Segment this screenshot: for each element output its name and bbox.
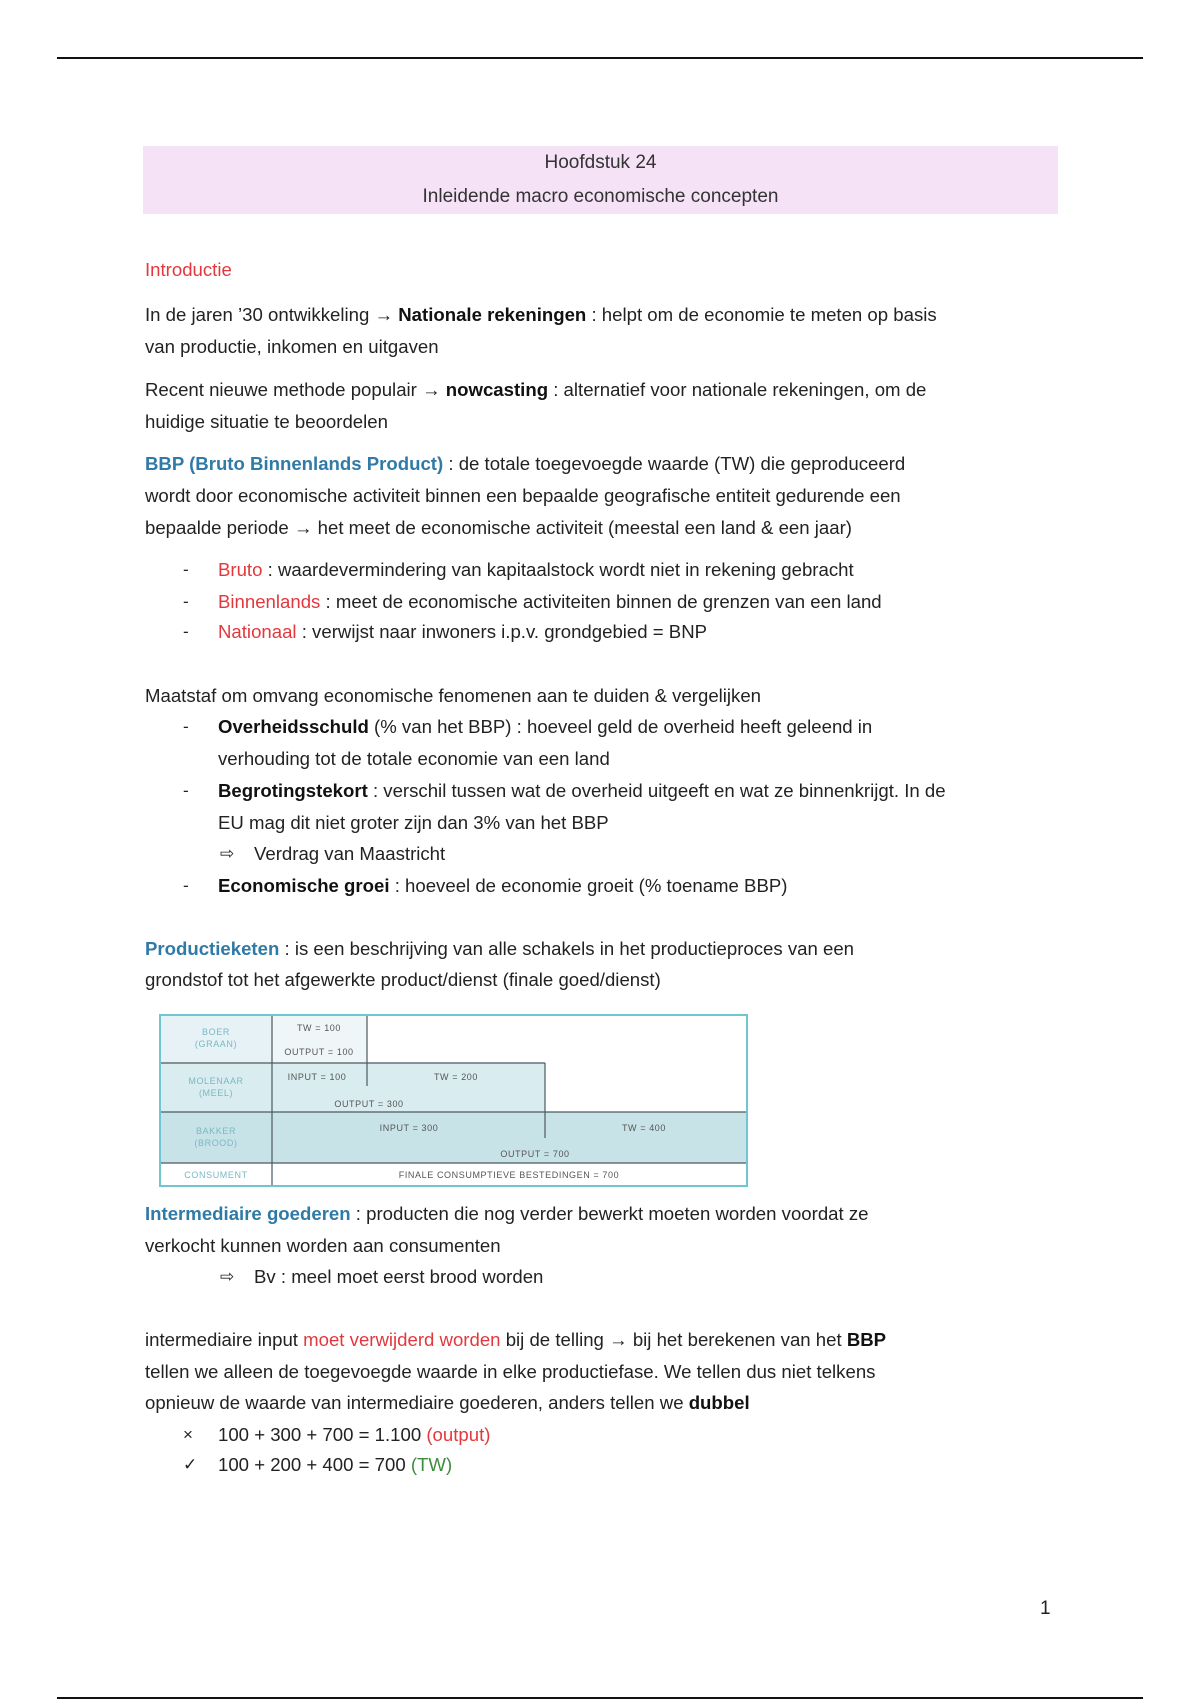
text-line xyxy=(145,1231,501,1261)
bullet-dash-icon: - xyxy=(183,622,189,641)
text-segment: bepaalde periode → het meet de economische activiteit (meestal een land & een jaar) xyxy=(145,517,852,538)
text-line xyxy=(220,839,446,869)
text-segment: wordt door economische activiteit binnen een bepaalde geografische entiteit gedurende een xyxy=(145,485,901,506)
text-line xyxy=(183,555,854,585)
row-label-molenaar: MOLENAAR xyxy=(188,1076,244,1086)
text-line xyxy=(145,449,905,479)
bold-text: dubbel xyxy=(688,1392,750,1413)
molenaar-tw: TW = 200 xyxy=(433,1072,479,1082)
text-line xyxy=(145,965,661,995)
text-segment: verhouding tot de totale economie van een land xyxy=(218,748,610,769)
bullet-dash-icon: - xyxy=(183,717,189,736)
highlight-text: Bruto xyxy=(218,559,263,580)
text-line xyxy=(145,255,232,285)
text-line xyxy=(218,744,610,774)
bullet-dash-icon: - xyxy=(183,592,189,611)
text-segment: EU mag dit niet groter zijn dan 3% van het BBP xyxy=(218,812,609,833)
text-line xyxy=(145,1388,750,1418)
bold-text: Economische groei xyxy=(218,875,390,896)
text-segment: (% van het BBP) : hoeveel geld de overheid heeft geleend in xyxy=(368,716,873,737)
highlight-text: Binnenlands xyxy=(218,591,321,612)
text-line xyxy=(218,808,609,838)
bakker-output: OUTPUT = 700 xyxy=(500,1149,570,1159)
text-segment: 100 + 200 + 400 = 700 xyxy=(218,1454,411,1475)
bakker-tw: TW = 400 xyxy=(621,1123,667,1133)
text-segment: Verdrag van Maastricht xyxy=(254,843,446,864)
highlight-text: moet verwijderd worden xyxy=(303,1329,501,1350)
row-label-molenaar-sub: (MEEL) xyxy=(198,1088,234,1098)
row-label-boer-sub: (GRAAN) xyxy=(194,1039,238,1049)
text-segment: verkocht kunnen worden aan consumenten xyxy=(145,1235,501,1256)
row-label-bakker: BAKKER xyxy=(195,1126,237,1136)
text-line xyxy=(183,1420,491,1450)
text-line xyxy=(145,300,937,330)
bullet-dash-icon: - xyxy=(183,560,189,579)
row-label-consument: CONSUMENT xyxy=(184,1170,248,1180)
production-chain-diagram xyxy=(159,1014,749,1187)
text-line xyxy=(145,1325,886,1355)
row-label-bakker-sub: (BROOD) xyxy=(194,1138,238,1148)
text-segment: (TW) xyxy=(410,1454,453,1475)
check-icon: ✓ xyxy=(183,1455,198,1474)
text-line xyxy=(145,481,901,511)
text-line xyxy=(145,1357,875,1387)
text-line xyxy=(145,332,439,362)
bold-text: BBP xyxy=(846,1329,887,1350)
text-line xyxy=(145,934,854,964)
text-segment: Maatstaf om omvang economische fenomenen aan te duiden & vergelijken xyxy=(145,685,762,706)
text-segment: Recent nieuwe methode populair → xyxy=(145,379,446,400)
text-segment: : hoeveel de economie groeit (% toename BBP) xyxy=(389,875,788,896)
text-segment: huidige situatie te beoordelen xyxy=(145,411,388,432)
arrow-right-icon: ⇨ xyxy=(220,1267,235,1286)
term-heading: Productieketen xyxy=(145,938,280,959)
text-segment: : waardevermindering van kapitaalstock wordt niet in rekening gebracht xyxy=(262,559,854,580)
chapter-subtitle: Inleidende macro economische concepten xyxy=(422,186,779,207)
text-line xyxy=(183,617,708,647)
molenaar-input: INPUT = 100 xyxy=(287,1072,347,1082)
consument-bestedingen: FINALE CONSUMPTIEVE BESTEDINGEN = 700 xyxy=(398,1170,620,1180)
highlight-text: Nationaal xyxy=(218,621,297,642)
text-line xyxy=(183,871,788,901)
boer-output: OUTPUT = 100 xyxy=(284,1047,354,1057)
bold-text: Nationale rekeningen xyxy=(398,304,587,325)
highlight-text: Introductie xyxy=(145,259,232,280)
text-segment: : alternatief voor nationale rekeningen, om de xyxy=(548,379,927,400)
chapter-title-box xyxy=(143,146,1058,214)
footer-rule xyxy=(57,1697,1143,1699)
text-segment: 100 + 300 + 700 = 1.100 xyxy=(218,1424,427,1445)
text-segment: : meet de economische activiteiten binnen de grenzen van een land xyxy=(320,591,882,612)
text-line xyxy=(145,1199,868,1229)
highlight-text: (output) xyxy=(426,1424,491,1445)
text-segment: : de totale toegevoegde waarde (TW) die geproduceerd xyxy=(443,453,906,474)
text-segment: bij de telling → bij het berekenen van het xyxy=(500,1329,847,1350)
text-segment: van productie, inkomen en uitgaven xyxy=(145,336,439,357)
text-segment: : helpt om de economie te meten op basis xyxy=(586,304,937,325)
text-line xyxy=(183,776,946,806)
text-segment: tellen we alleen de toegevoegde waarde in elke productiefase. We tellen dus niet telkens xyxy=(145,1361,876,1382)
text-segment: In de jaren ’30 ontwikkeling → xyxy=(145,304,399,325)
header-rule xyxy=(57,57,1143,59)
text-segment: grondstof tot het afgewerkte product/dienst (finale goed/dienst) xyxy=(145,969,661,990)
page-number: 1 xyxy=(1040,1598,1051,1619)
text-line xyxy=(145,375,926,405)
text-line xyxy=(145,407,388,437)
text-segment: intermediaire input xyxy=(145,1329,304,1350)
bakker-input: INPUT = 300 xyxy=(379,1123,439,1133)
bullet-dash-icon: - xyxy=(183,781,189,800)
molenaar-output: OUTPUT = 300 xyxy=(334,1099,404,1109)
text-segment: : verwijst naar inwoners i.p.v. grondgebied = BNP xyxy=(296,621,708,642)
bold-text: nowcasting xyxy=(445,379,549,400)
term-heading: Intermediaire goederen xyxy=(145,1203,351,1224)
chapter-number: Hoofdstuk 24 xyxy=(544,152,657,173)
text-line xyxy=(183,712,873,742)
text-segment: Bv : meel moet eerst brood worden xyxy=(254,1266,544,1287)
bold-text: Overheidsschuld xyxy=(218,716,369,737)
text-line xyxy=(183,1450,453,1480)
text-line xyxy=(183,587,882,617)
text-segment: opnieuw de waarde van intermediaire goederen, anders tellen we xyxy=(145,1392,689,1413)
text-line xyxy=(220,1262,544,1292)
text-segment: : is een beschrijving van alle schakels in het productieproces van een xyxy=(279,938,855,959)
row-label-boer: BOER xyxy=(202,1027,230,1037)
text-segment: : verschil tussen wat de overheid uitgeeft en wat ze binnenkrijgt. In de xyxy=(367,780,946,801)
arrow-right-icon: ⇨ xyxy=(220,844,235,863)
term-heading: BBP (Bruto Binnenlands Product) xyxy=(145,453,444,474)
text-segment: : producten die nog verder bewerkt moeten worden voordat ze xyxy=(350,1203,869,1224)
boer-tw: TW = 100 xyxy=(296,1023,342,1033)
cross-icon: × xyxy=(183,1425,193,1444)
text-line xyxy=(145,513,852,543)
bullet-dash-icon: - xyxy=(183,876,189,895)
text-line xyxy=(145,681,761,711)
bold-text: Begrotingstekort xyxy=(218,780,368,801)
